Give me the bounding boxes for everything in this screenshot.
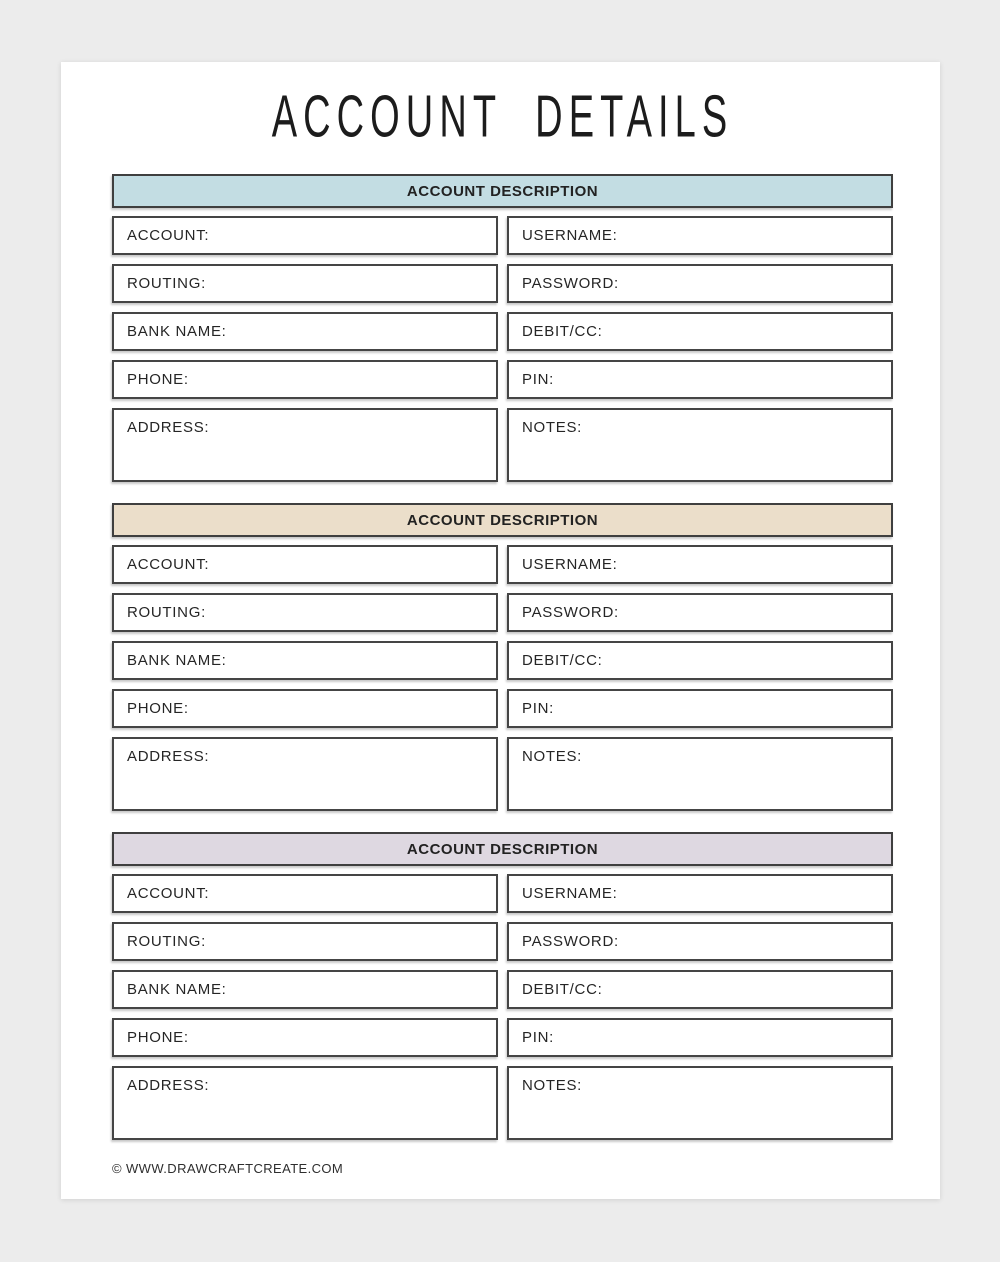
notes-field-label: NOTES: [522,748,583,765]
section-1-header-label: ACCOUNT DESCRIPTION [406,182,599,200]
pin-field[interactable] [507,1018,893,1057]
phone-field[interactable] [112,1018,498,1057]
account-field-label: ACCOUNT: [127,885,210,902]
account-section-3 [112,832,893,1140]
routing-field-label: ROUTING: [127,933,206,950]
debit-cc-field-label: DEBIT/CC: [522,652,603,669]
section-3-fields [112,874,893,1140]
bank-name-field[interactable] [112,641,498,680]
account-field-label: ACCOUNT: [127,227,210,244]
username-field[interactable] [507,545,893,584]
account-field[interactable] [112,874,498,913]
account-field[interactable] [112,216,498,255]
notes-field-label: NOTES: [522,419,583,436]
phone-field[interactable] [112,689,498,728]
page-title: ACCOUNT DETAILS [271,84,734,150]
password-field-label: PASSWORD: [522,604,619,621]
debit-cc-field[interactable] [507,641,893,680]
account-section-2 [112,503,893,811]
title-area [112,62,893,174]
password-field[interactable] [507,922,893,961]
phone-field-label: PHONE: [127,1029,189,1046]
phone-field[interactable] [112,360,498,399]
debit-cc-field[interactable] [507,970,893,1009]
bank-name-field-label: BANK NAME: [127,652,227,669]
phone-field-label: PHONE: [127,371,189,388]
phone-field-label: PHONE: [127,700,189,717]
address-field-label: ADDRESS: [127,748,210,765]
routing-field-label: ROUTING: [127,275,206,292]
bank-name-field-label: BANK NAME: [127,323,227,340]
routing-field-label: ROUTING: [127,604,206,621]
address-field[interactable] [112,737,498,811]
pin-field[interactable] [507,360,893,399]
document-sheet [61,62,940,1199]
debit-cc-field[interactable] [507,312,893,351]
pin-field-label: PIN: [522,700,554,717]
account-section-1 [112,174,893,482]
password-field[interactable] [507,264,893,303]
section-1-header [112,174,893,208]
notes-field-label: NOTES: [522,1077,583,1094]
password-field-label: PASSWORD: [522,933,619,950]
section-3-header-label: ACCOUNT DESCRIPTION [406,840,599,858]
bank-name-field[interactable] [112,970,498,1009]
bank-name-field[interactable] [112,312,498,351]
account-field[interactable] [112,545,498,584]
account-field-label: ACCOUNT: [127,556,210,573]
password-field[interactable] [507,593,893,632]
pin-field-label: PIN: [522,371,554,388]
copyright-text: © WWW.DRAWCRAFTCREATE.COM [112,1161,344,1176]
routing-field[interactable] [112,593,498,632]
username-field-label: USERNAME: [522,885,618,902]
address-field[interactable] [112,408,498,482]
address-field[interactable] [112,1066,498,1140]
address-field-label: ADDRESS: [127,419,210,436]
notes-field[interactable] [507,408,893,482]
section-1-fields [112,216,893,482]
debit-cc-field-label: DEBIT/CC: [522,981,603,998]
notes-field[interactable] [507,737,893,811]
pin-field-label: PIN: [522,1029,554,1046]
section-2-fields [112,545,893,811]
routing-field[interactable] [112,264,498,303]
section-2-header-label: ACCOUNT DESCRIPTION [406,511,599,529]
pin-field[interactable] [507,689,893,728]
bank-name-field-label: BANK NAME: [127,981,227,998]
username-field-label: USERNAME: [522,227,618,244]
debit-cc-field-label: DEBIT/CC: [522,323,603,340]
section-3-header [112,832,893,866]
address-field-label: ADDRESS: [127,1077,210,1094]
username-field[interactable] [507,874,893,913]
routing-field[interactable] [112,922,498,961]
password-field-label: PASSWORD: [522,275,619,292]
notes-field[interactable] [507,1066,893,1140]
username-field[interactable] [507,216,893,255]
section-2-header [112,503,893,537]
username-field-label: USERNAME: [522,556,618,573]
